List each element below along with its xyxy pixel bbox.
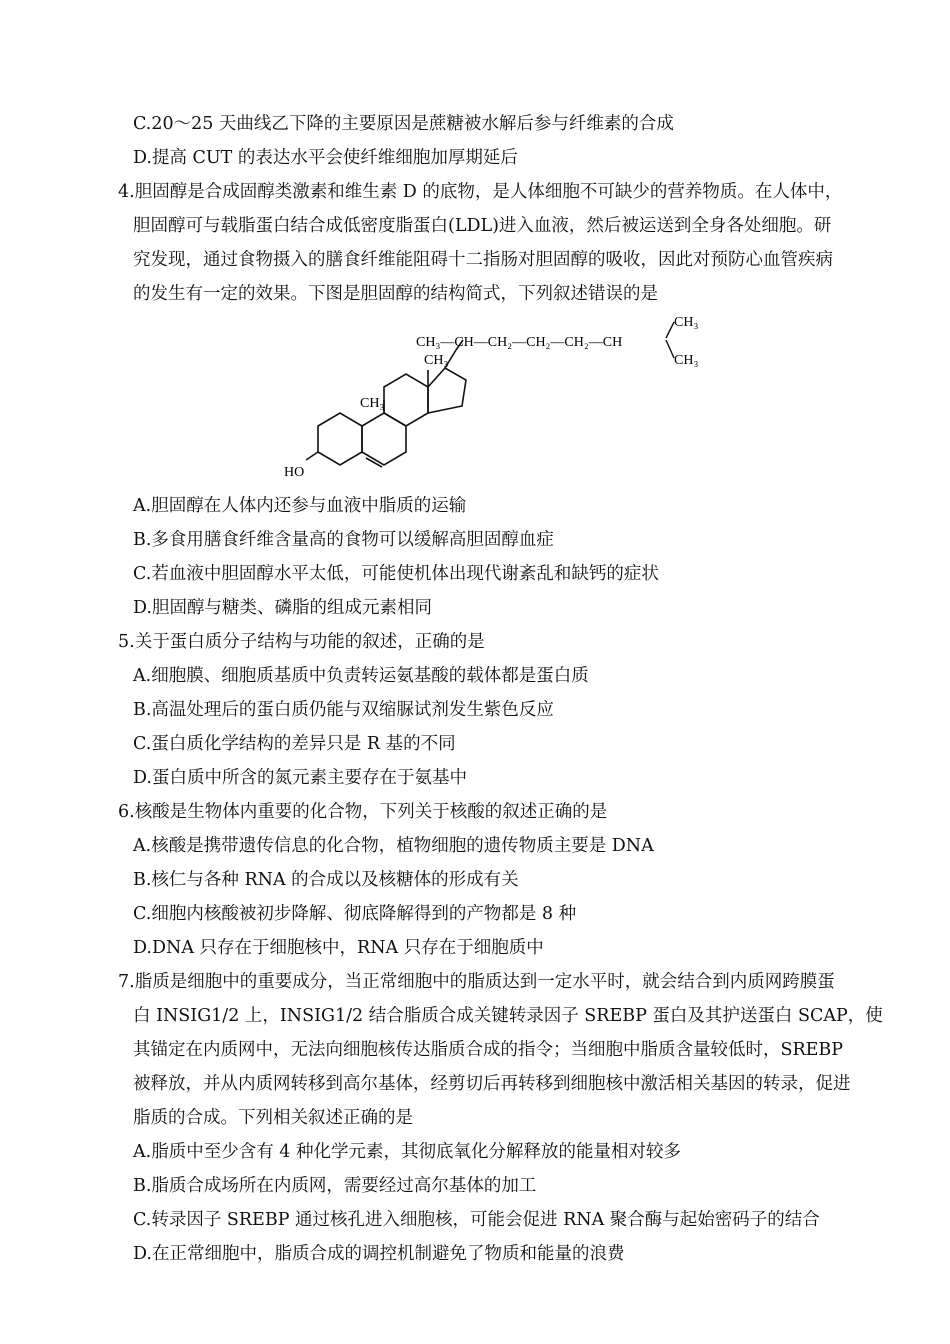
q7-stem-line3: 其锚定在内质网中，无法向细胞核传达脂质合成的指令；当细胞中脂质含量较低时，SREBP: [133, 1040, 844, 1060]
q3-option-c: C.20～25 天曲线乙下降的主要原因是蔗糖被水解后参与纤维素的合成: [133, 114, 674, 134]
q7-option-a: A.脂质中至少含有 4 种化学元素，其彻底氧化分解释放的能量相对较多: [133, 1142, 681, 1162]
q7-stem-line4: 被释放，并从内质网转移到高尔基体，经剪切后再转移到细胞核中激活相关基因的转录，促进: [133, 1074, 851, 1094]
hydroxyl-bond: [306, 452, 318, 460]
q5-option-c: C.蛋白质化学结构的差异只是 R 基的不同: [133, 734, 456, 754]
ring-a: [318, 413, 362, 465]
q4-option-c: C.若血液中胆固醇水平太低，可能使机体出现代谢紊乱和缺钙的症状: [133, 564, 659, 584]
q6-option-c: C.细胞内核酸被初步降解、彻底降解得到的产物都是 8 种: [133, 904, 577, 924]
branch-bottom-label: CH₃: [674, 353, 699, 368]
q6-stem: 6.核酸是生物体内重要的化合物，下列关于核酸的叙述正确的是: [118, 802, 608, 822]
q7-stem-line1: 7.脂质是细胞中的重要成分，当正常细胞中的脂质达到一定水平时，就会结合到内质网跨膜蛋: [118, 972, 835, 992]
q7-option-b: B.脂质合成场所在内质网，需要经过高尔基体的加工: [133, 1176, 537, 1196]
side-chain-label: CH₃—CH—CH₂—CH₂—CH₂—CH: [416, 335, 623, 350]
q4-stem-line2: 胆固醇可与载脂蛋白结合成低密度脂蛋白(LDL)进入血液，然后被运送到全身各处细胞。研: [133, 216, 832, 236]
hydroxyl-label: HO: [284, 465, 305, 480]
q4-option-d: D.胆固醇与糖类、磷脂的组成元素相同: [133, 598, 432, 618]
q3-option-d: D.提高 CUT 的表达水平会使纤维细胞加厚期延后: [133, 148, 518, 168]
q5-stem: 5.关于蛋白质分子结构与功能的叙述，正确的是: [118, 632, 485, 652]
q7-option-d: D.在正常细胞中，脂质合成的调控机制避免了物质和能量的浪费: [133, 1244, 625, 1264]
q4-stem-line4: 的发生有一定的效果。下图是胆固醇的结构简式，下列叙述错误的是: [133, 284, 658, 304]
q6-option-a: A.核酸是携带遗传信息的化合物，植物细胞的遗传物质主要是 DNA: [133, 836, 654, 856]
cholesterol-structure-diagram: [278, 308, 708, 488]
q7-stem-line2: 白 INSIG1/2 上，INSIG1/2 结合脂质合成关键转录因子 SREBP 蛋白及其护送蛋白 SCAP，使: [133, 1006, 883, 1026]
q5-option-a: A.细胞膜、细胞质基质中负责转运氨基酸的载体都是蛋白质: [133, 666, 589, 686]
q4-stem-line3: 究发现，通过食物摄入的膳食纤维能阻碍十二指肠对胆固醇的吸收，因此对预防心血管疾病: [133, 250, 833, 270]
q6-option-b: B.核仁与各种 RNA 的合成以及核糖体的形成有关: [133, 870, 519, 890]
ring-c: [384, 374, 428, 426]
q7-option-c: C.转录因子 SREBP 通过核孔进入细胞核，可能会促进 RNA 聚合酶与起始密码子的结合: [133, 1210, 820, 1230]
q4-option-b: B.多食用膳食纤维含量高的食物可以缓解高胆固醇血症: [133, 530, 554, 550]
q4-option-a: A.胆固醇在人体内还参与血液中脂质的运输: [133, 496, 467, 516]
q6-option-d: D.DNA 只存在于细胞核中，RNA 只存在于细胞质中: [133, 938, 544, 958]
q4-stem-line1: 4.胆固醇是合成固醇类激素和维生素 D 的底物，是人体细胞不可缺少的营养物质。在人体中，: [118, 182, 843, 202]
ring-b: [362, 413, 406, 465]
q5-option-b: B.高温处理后的蛋白质仍能与双缩脲试剂发生紫色反应: [133, 700, 554, 720]
q7-stem-line5: 脂质的合成。下列相关叙述正确的是: [133, 1108, 413, 1128]
ring-d: [428, 368, 466, 413]
q5-option-d: D.蛋白质中所含的氮元素主要存在于氨基中: [133, 768, 467, 788]
c10-methyl-label: CH₃: [360, 396, 385, 411]
branch-top-label: CH₃: [674, 315, 699, 330]
c20-methyl-label: CH₃: [424, 353, 449, 368]
